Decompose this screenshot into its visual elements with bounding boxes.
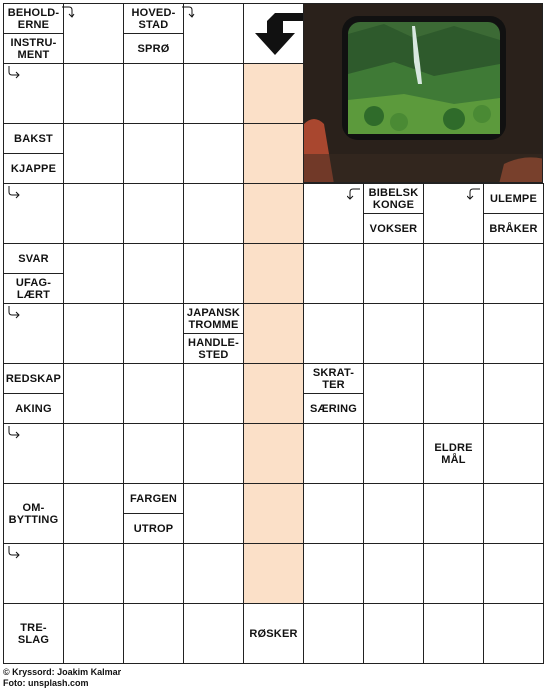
clue-box: HANDLE- STED [183,333,244,364]
answer-cell[interactable] [123,363,184,424]
clue-box: HOVED- STAD [123,3,184,34]
answer-cell[interactable] [63,63,124,124]
answer-cell[interactable] [243,483,304,544]
answer-cell[interactable] [303,183,364,244]
answer-cell[interactable] [243,363,304,424]
answer-cell[interactable] [183,183,244,244]
answer-cell[interactable] [423,543,484,604]
photo-illustration [304,4,543,183]
clue-box: INSTRU- MENT [3,33,64,64]
answer-cell[interactable] [3,543,64,604]
answer-cell[interactable] [423,483,484,544]
answer-cell[interactable] [363,543,424,604]
answer-cell[interactable] [123,423,184,484]
answer-cell[interactable] [243,543,304,604]
answer-cell[interactable] [423,183,484,244]
answer-cell[interactable] [63,243,124,304]
answer-cell[interactable] [183,423,244,484]
credit-crossword: © Kryssord: Joakim Kalmar [3,667,122,677]
answer-cell[interactable] [3,63,64,124]
answer-cell[interactable] [63,3,124,64]
answer-cell[interactable] [183,603,244,664]
answer-cell[interactable] [483,243,544,304]
clue-box: UFAG- LÆRT [3,273,64,304]
answer-cell[interactable] [423,363,484,424]
answer-cell[interactable] [483,483,544,544]
answer-cell[interactable] [123,123,184,184]
answer-cell[interactable] [123,183,184,244]
answer-cell[interactable] [123,543,184,604]
answer-cell[interactable] [423,243,484,304]
answer-cell[interactable] [243,243,304,304]
answer-cell[interactable] [483,603,544,664]
clue-box: OM- BYTTING [3,483,64,544]
answer-cell[interactable] [483,303,544,364]
clue-box: SÆRING [303,393,364,424]
answer-cell[interactable] [363,303,424,364]
credit-photo: Foto: unsplash.com [3,678,89,688]
answer-cell[interactable] [63,543,124,604]
answer-cell[interactable] [123,303,184,364]
answer-cell[interactable] [363,243,424,304]
answer-cell[interactable] [363,423,424,484]
answer-cell[interactable] [303,483,364,544]
clue-box: ELDRE MÅL [423,423,484,484]
answer-cell[interactable] [483,423,544,484]
answer-cell[interactable] [243,183,304,244]
answer-cell[interactable] [63,423,124,484]
clue-box: AKING [3,393,64,424]
answer-cell[interactable] [303,603,364,664]
arrow-cell [243,3,304,64]
clue-box: BAKST [3,123,64,154]
clue-box: UTROP [123,513,184,544]
answer-cell[interactable] [483,543,544,604]
answer-cell[interactable] [243,303,304,364]
train-window-photo [303,3,543,183]
clue-box: BRÅKER [483,213,544,244]
clue-box: KJAPPE [3,153,64,184]
answer-cell[interactable] [423,303,484,364]
answer-cell[interactable] [123,603,184,664]
answer-cell[interactable] [423,603,484,664]
answer-cell[interactable] [183,123,244,184]
answer-cell[interactable] [243,423,304,484]
clue-box: REDSKAP [3,363,64,394]
answer-cell[interactable] [183,243,244,304]
answer-cell[interactable] [123,63,184,124]
clue-box: TRE- SLAG [3,603,64,664]
answer-cell[interactable] [243,63,304,124]
clue-box: FARGEN [123,483,184,514]
answer-cell[interactable] [183,363,244,424]
answer-cell[interactable] [63,603,124,664]
answer-cell[interactable] [243,123,304,184]
answer-cell[interactable] [63,363,124,424]
answer-cell[interactable] [3,303,64,364]
answer-cell[interactable] [123,243,184,304]
answer-cell[interactable] [3,183,64,244]
answer-cell[interactable] [363,363,424,424]
clue-box: RØSKER [243,603,304,664]
answer-cell[interactable] [63,303,124,364]
answer-cell[interactable] [183,63,244,124]
clue-box: SKRAT- TER [303,363,364,394]
answer-cell[interactable] [63,123,124,184]
answer-cell[interactable] [363,483,424,544]
clue-box: BIBELSK KONGE [363,183,424,214]
answer-cell[interactable] [63,183,124,244]
clue-box: VOKSER [363,213,424,244]
answer-cell[interactable] [303,303,364,364]
clue-box: ULEMPE [483,183,544,214]
clue-box: SVAR [3,243,64,274]
answer-cell[interactable] [303,423,364,484]
clue-box: SPRØ [123,33,184,64]
answer-cell[interactable] [183,3,244,64]
answer-cell[interactable] [363,603,424,664]
answer-cell[interactable] [3,423,64,484]
answer-cell[interactable] [483,363,544,424]
answer-cell[interactable] [183,483,244,544]
clue-box: JAPANSK TROMME [183,303,244,334]
clue-box: BEHOLD- ERNE [3,3,64,34]
answer-cell[interactable] [303,243,364,304]
answer-cell[interactable] [183,543,244,604]
answer-cell[interactable] [63,483,124,544]
crossword-grid [3,3,543,663]
answer-cell[interactable] [303,543,364,604]
